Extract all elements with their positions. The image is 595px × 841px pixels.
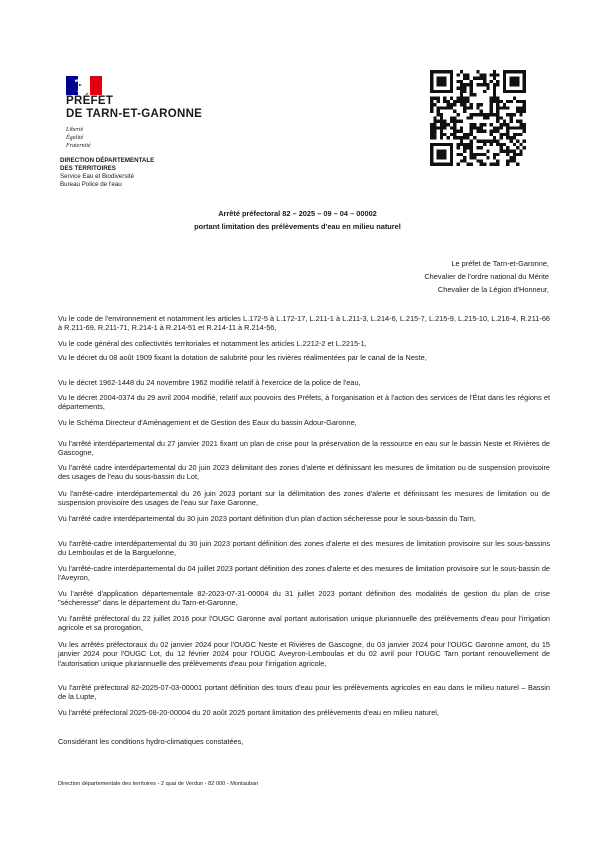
arrete-number: Arrêté préfectoral 82 – 2025 – 09 – 04 – 00002 <box>218 209 377 218</box>
service-name: Service Eau et Biodiversité <box>60 173 134 180</box>
considerant-paragraph: Considérant les conditions hydro-climatiques constatées, <box>58 737 244 746</box>
motto-liberte: Liberté <box>66 127 84 133</box>
vu-paragraph: Vu l'arrêté préfectoral 82-2025-07-03-00001 portant définition des tours d'eau pour les prélèvements agricoles en eau dans le milieu naturel – Bassin de la Lupte, <box>58 683 550 702</box>
vu-paragraph: Vu l'arrêté-cadre interdépartemental du 26 juin 2023 portant sur la délimitation des zones d'alerte et définissant les mesures de limitation ou de suspension provisoire des usages de l'eau sur l'axe Garonne, <box>58 489 550 508</box>
vu-paragraph: Vu l'arrêté-cadre interdépartemental du 30 juin 2023 portant définition des zones d'alerte et des mesures de limitation provisoire sur les sous-bassins du Lemboulas et de la Barguelonne, <box>58 539 550 558</box>
motto-egalite: Égalité <box>66 135 84 141</box>
vu-paragraph: Vu les arrêtés préfectoraux du 02 janvier 2024 pour l'OUGC Neste et Rivières de Gascogne, du 03 janvier 2024 pour l'OUGC Garonne amont, du 15 janvier 2024 pour l'OUGC Lot, du 12 février 2024 pour l'OUGC Aveyron-Lemboulas et du 02 avril pour l'OUGC Tarn portant renouvellement de l'autorisation unique pluriannuelle des prélèvements d'eau pour l'irrigation agricole, <box>58 640 550 668</box>
signatory-line3: Chevalier de la Légion d'Honneur, <box>437 285 549 294</box>
vu-paragraph: Vu l'arrêté interdépartemental du 27 janvier 2021 fixant un plan de crise pour la préservation de la ressource en eau sur le bassin Neste et Rivières de Gascogne, <box>58 439 550 458</box>
bureau-name: Bureau Police de l'eau <box>60 181 122 188</box>
page-footer: Direction départementale des territoires - 2 quai de Verdun - 82 000 - Montauban <box>58 781 259 787</box>
vu-paragraph: Vu l'arrêté-cadre interdépartemental du 04 juillet 2023 portant définition des zones d'alerte et des mesures de limitation provisoire sur le sous-bassin de l'Aveyron, <box>58 564 550 583</box>
vu-paragraph: Vu l'arrêté préfectoral du 22 juillet 2016 pour l'OUGC Garonne aval portant autorisation unique pluriannuelle des prélèvements d'eau pour l'irrigation agricole et sa prorogation, <box>58 614 550 633</box>
department-title: DE TARN-ET-GARONNE <box>66 108 203 120</box>
qr-code-icon <box>430 70 526 166</box>
prefet-title: PRÉFET <box>66 95 114 107</box>
arrete-subject: portant limitation des prélèvements d'eau en milieu naturel <box>194 222 401 231</box>
vu-paragraph: Vu l'arrêté préfectoral 2025-08-20-00004 du 20 août 2025 portant limitation des prélèvements d'eau en milieu naturel, <box>58 708 439 717</box>
vu-paragraph: Vu le décret 2004-0374 du 29 avril 2004 modifié, relatif aux pouvoirs des Préfets, à l'organisation et à l'action des services de l'État dans les régions et départements, <box>58 393 550 412</box>
marianne-logo-icon <box>66 76 102 95</box>
direction-line1: DIRECTION DÉPARTEMENTALE <box>60 157 155 164</box>
signatory-line2: Chevalier de l'ordre national du Mérite <box>424 272 549 281</box>
vu-paragraph: Vu le code de l'environnement et notamment les articles L.172-5 à L.172-17, L.211-1 à L.211-3, L.214-6, L.215-7, L.215-9, L.215-10, L.216-4, R.211-66 à R.211-69, R.211-71, R.214-1 à R.214-51 et R.214-11 à R.214-56, <box>58 314 550 333</box>
motto-fraternite: Fraternité <box>66 143 91 149</box>
vu-paragraph: Vu le décret du 08 août 1909 fixant la dotation de salubrité pour les rivières réalimentées par le canal de la Neste, <box>58 353 427 362</box>
signatory-line1: Le préfet de Tarn-et-Garonne, <box>451 259 549 268</box>
vu-paragraph: Vu le code général des collectivités territoriales et notamment les articles L.2212-2 et L.2215-1, <box>58 339 367 348</box>
vu-paragraph: Vu le Schéma Directeur d'Aménagement et de Gestion des Eaux du bassin Adour-Garonne, <box>58 418 357 427</box>
vu-paragraph: Vu le décret 1962-1448 du 24 novembre 1962 modifié relatif à l'exercice de la police de l'eau, <box>58 378 361 387</box>
direction-line2: DES TERRITOIRES <box>60 165 116 172</box>
vu-paragraph: Vu l'arrêté cadre interdépartemental du 20 juin 2023 délimitant des zones d'alerte et définissant les mesures de limitation ou de suspension provisoire des usages de l'eau du sous-bassin du Lot, <box>58 463 550 482</box>
vu-paragraph: Vu l'arrêté d'application départementale 82-2023-07-31-00004 du 31 juillet 2023 portant définition des modalités de gestion du plan de crise "sécheresse" dans le département du Tarn-et-Garonne, <box>58 589 550 608</box>
vu-paragraph: Vu l'arrêté cadre interdépartemental du 30 juin 2023 portant définition d'un plan d'action sécheresse pour le sous-bassin du Tarn, <box>58 514 476 523</box>
